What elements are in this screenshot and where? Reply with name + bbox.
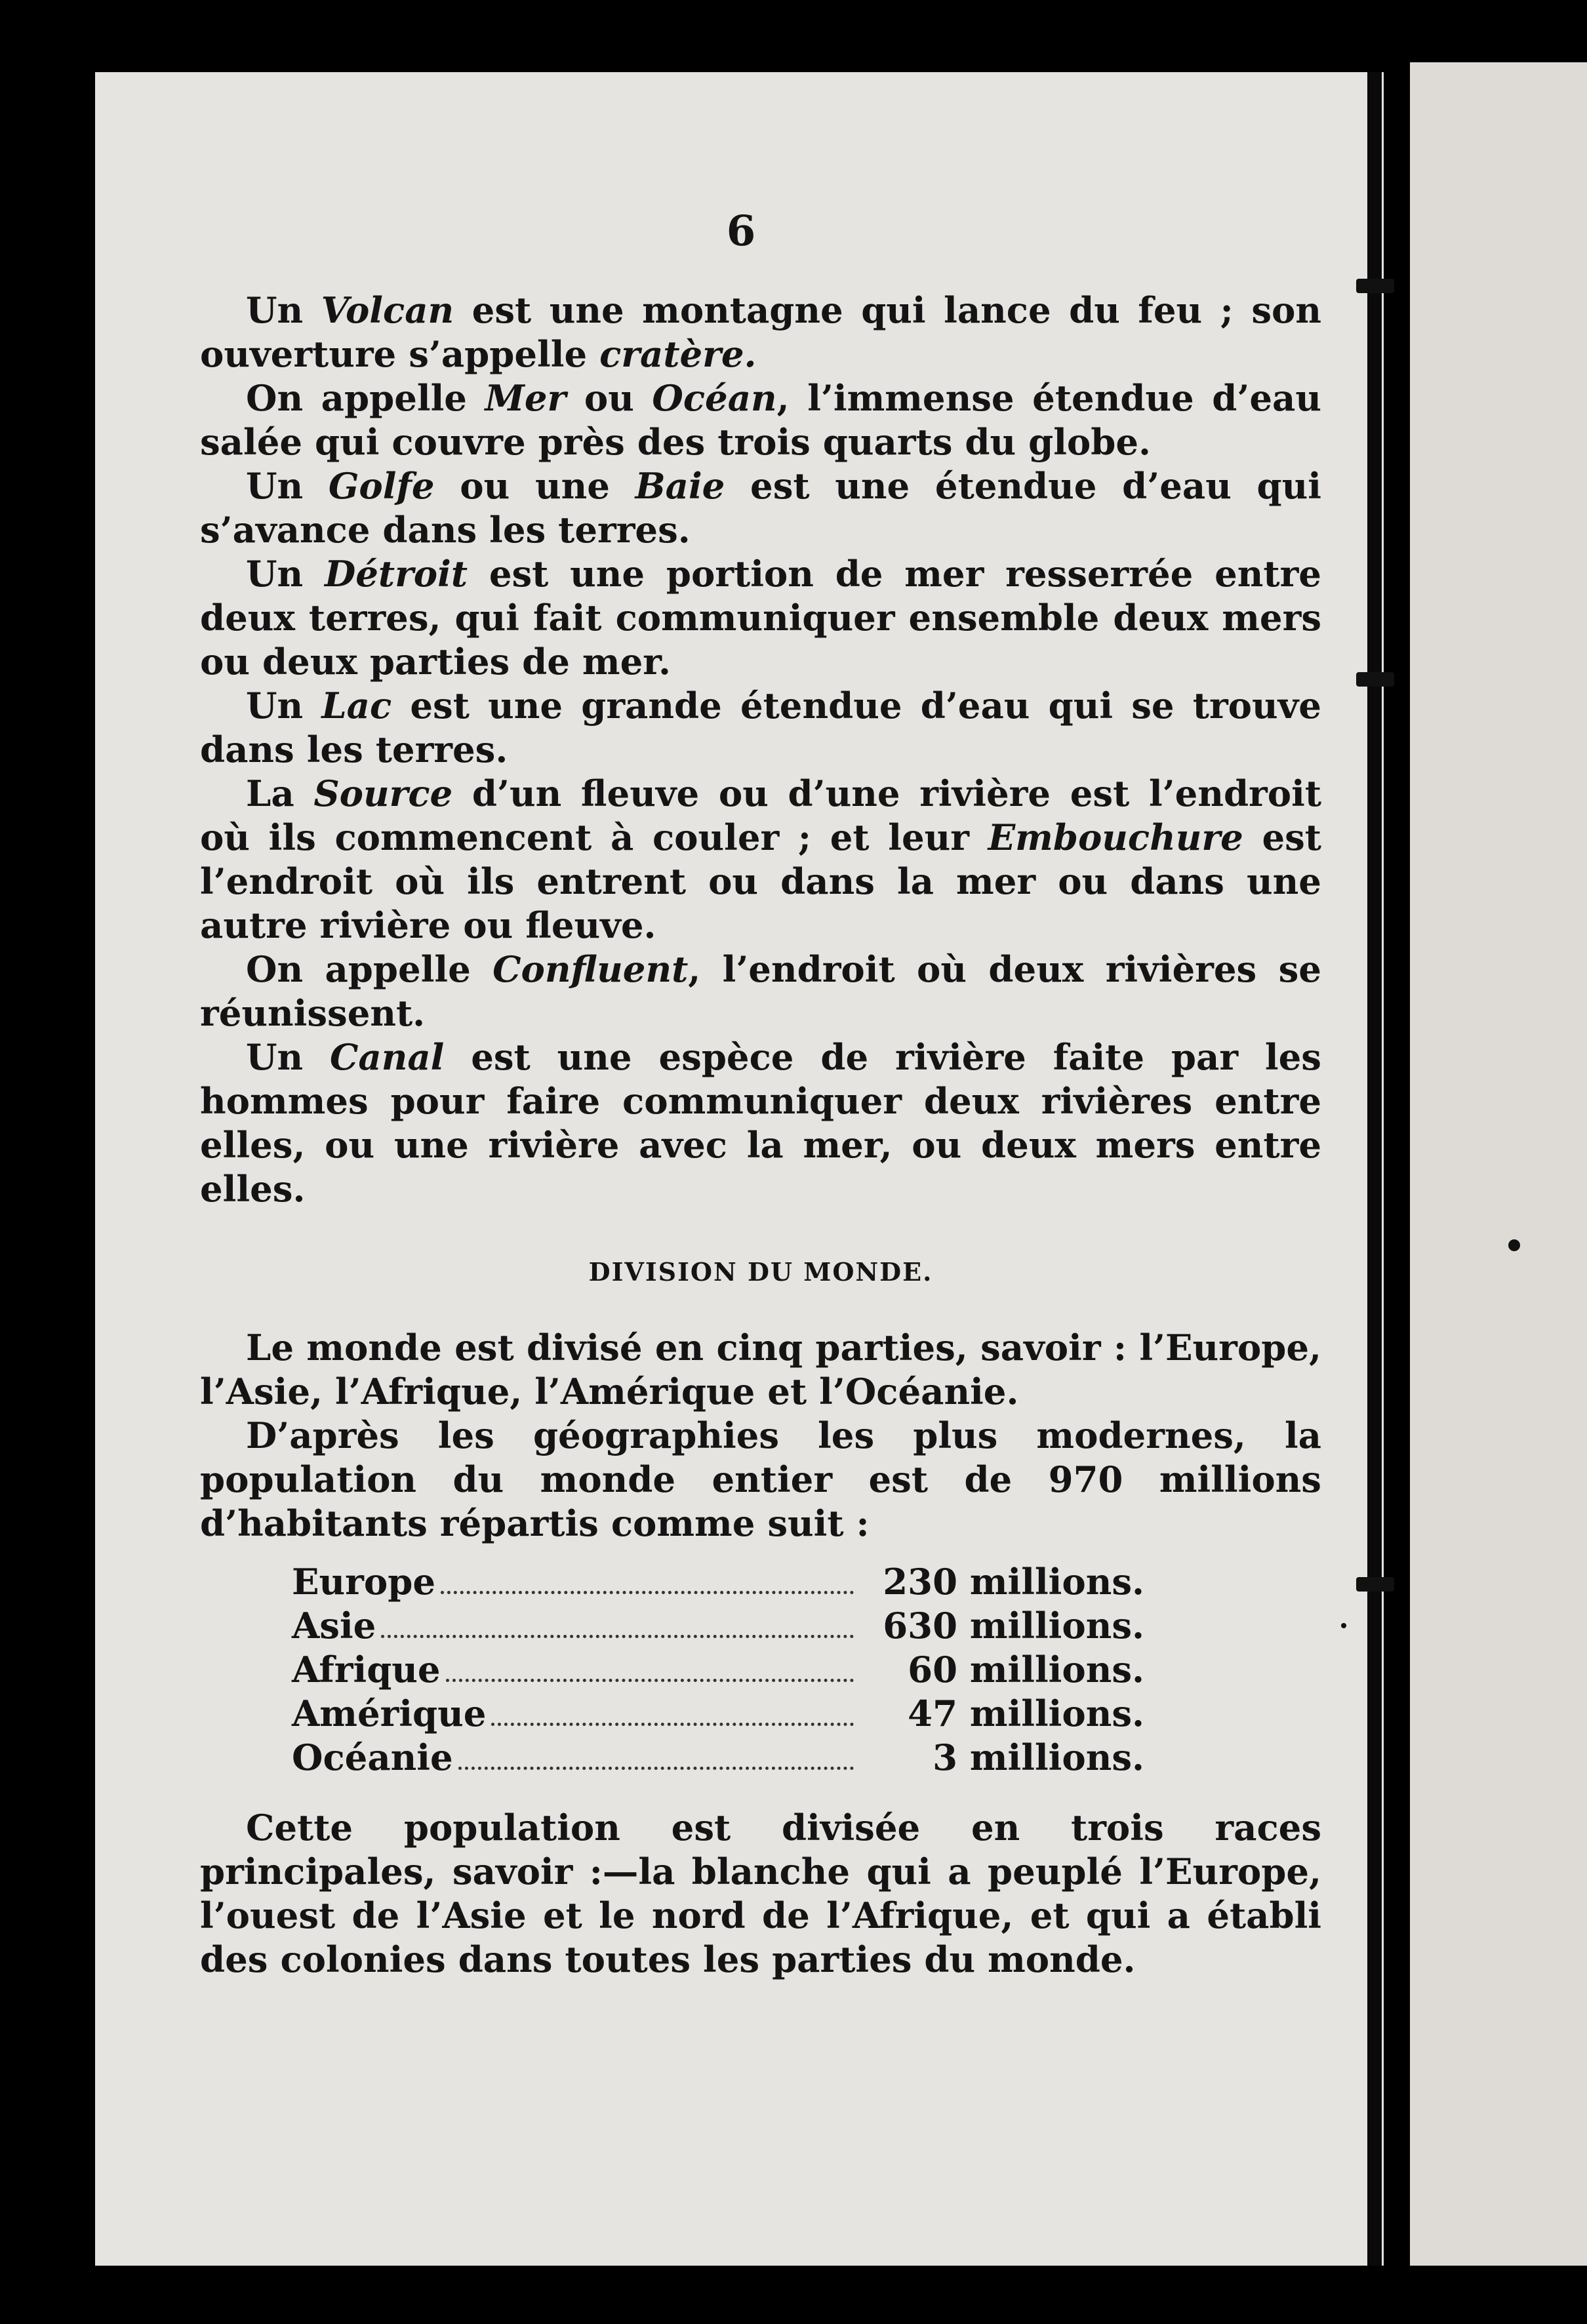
text-run: On appelle bbox=[246, 948, 493, 990]
leader-dots bbox=[381, 1635, 854, 1638]
italic-term: Embouchure bbox=[988, 816, 1243, 858]
section-heading: DIVISION DU MONDE. bbox=[588, 1257, 933, 1287]
population-row bbox=[292, 1604, 1144, 1648]
italic-term: Lac bbox=[321, 685, 392, 727]
italic-term: Source bbox=[313, 772, 453, 814]
scan-speck bbox=[1341, 1623, 1346, 1628]
population-row bbox=[292, 1736, 1144, 1780]
body-paragraph bbox=[200, 464, 1321, 552]
closing-paragraph: Cette population est divisée en trois races principales, savoir :—la blanche qui a peuplé l’Europe, l’ouest de l’Asie et le nord de l’Afrique, et qui a établi des colonies dans toutes les parties du monde. bbox=[200, 1807, 1321, 1980]
population-unit: millions. bbox=[969, 1736, 1144, 1778]
spine-clip-mark bbox=[1356, 1577, 1394, 1592]
continent-name: Afrique bbox=[292, 1649, 441, 1691]
page-content bbox=[200, 207, 1321, 1982]
population-value: 630 bbox=[883, 1605, 957, 1647]
italic-term: Golfe bbox=[328, 465, 435, 507]
population-unit: millions. bbox=[969, 1693, 1144, 1734]
text-run: ou bbox=[566, 377, 653, 419]
italic-term: Canal bbox=[330, 1036, 445, 1078]
italic-term: Océan bbox=[652, 377, 777, 419]
body-paragraph bbox=[200, 289, 1321, 376]
text-run: , l’immense étendue d’eau salée qui couvre près des trois quarts du globe. bbox=[200, 377, 1321, 463]
population-paragraph: D’après les géographies les plus modernes, la population du monde entier est de 970 millions d’habitants répartis comme suit : bbox=[200, 1414, 1321, 1544]
italic-term: Mer bbox=[485, 377, 567, 419]
population-unit: millions. bbox=[969, 1649, 1144, 1691]
text-run: On appelle bbox=[246, 377, 485, 419]
scan-speck bbox=[1508, 1239, 1520, 1251]
text-run: est une grande étendue d’eau qui se trouve dans les terres. bbox=[200, 685, 1321, 771]
italic-term: Confluent bbox=[492, 948, 689, 990]
italic-term: Détroit bbox=[324, 553, 468, 595]
text-run: Un bbox=[246, 553, 325, 595]
population-unit: millions. bbox=[969, 1561, 1144, 1603]
population-value: 60 bbox=[908, 1649, 957, 1691]
leader-dots bbox=[446, 1679, 854, 1682]
population-row bbox=[292, 1560, 1144, 1604]
leader-dots bbox=[441, 1591, 854, 1594]
body-paragraph bbox=[200, 684, 1321, 772]
italic-term: cratère. bbox=[599, 333, 757, 375]
leader-dots bbox=[458, 1767, 854, 1770]
body-paragraph bbox=[200, 1035, 1321, 1211]
text-run: Un bbox=[246, 1036, 331, 1078]
italic-term: Baie bbox=[635, 465, 725, 507]
population-row bbox=[292, 1692, 1144, 1736]
continent-name: Asie bbox=[292, 1605, 376, 1647]
text-run: , l’endroit où deux rivières se réunissent. bbox=[200, 948, 1321, 1034]
body-text bbox=[200, 289, 1321, 1211]
text-run: Un bbox=[246, 685, 322, 727]
population-value: 47 bbox=[908, 1693, 957, 1734]
population-unit: millions. bbox=[969, 1605, 1144, 1647]
text-run: est une montagne qui lance du feu ; son ouverture s’appelle bbox=[200, 289, 1321, 375]
page-number: 6 bbox=[726, 207, 756, 256]
text-run: Un bbox=[246, 289, 321, 331]
continent-name: Océanie bbox=[292, 1736, 453, 1778]
text-run: est une espèce de rivière faite par les hommes pour faire communiquer deux rivières entre elles, ou une rivière avec la mer, ou deux mers entre elles. bbox=[200, 1036, 1321, 1210]
section-intro-paragraph: Le monde est divisé en cinq parties, savoir : l’Europe, l’Asie, l’Afrique, l’Amérique et l’Océanie. bbox=[200, 1327, 1321, 1412]
text-run: La bbox=[246, 772, 314, 814]
population-value: 230 bbox=[883, 1561, 957, 1603]
text-run: d’un fleuve ou d’une rivière est l’endroit où ils commencent à couler ; et leur bbox=[200, 772, 1321, 858]
population-row bbox=[292, 1648, 1144, 1692]
body-paragraph bbox=[200, 376, 1321, 464]
italic-term: Volcan bbox=[321, 289, 454, 331]
spine-clip-mark bbox=[1356, 279, 1394, 293]
population-value: 3 bbox=[933, 1736, 957, 1778]
body-paragraph bbox=[200, 948, 1321, 1035]
facing-page-edge bbox=[1410, 62, 1587, 2266]
book-page bbox=[95, 72, 1384, 2266]
text-run: ou une bbox=[434, 465, 635, 507]
continent-name: Amérique bbox=[292, 1693, 487, 1734]
text-run: Un bbox=[246, 465, 329, 507]
page-spine bbox=[1367, 72, 1382, 2266]
text-run: est une portion de mer resserrée entre deux terres, qui fait communiquer ensemble deux mers ou deux parties de mer. bbox=[200, 553, 1321, 683]
spine-clip-mark bbox=[1356, 672, 1394, 687]
body-paragraph bbox=[200, 772, 1321, 948]
body-paragraph bbox=[200, 552, 1321, 684]
continent-name: Europe bbox=[292, 1561, 436, 1603]
leader-dots bbox=[491, 1723, 854, 1726]
population-table bbox=[292, 1560, 1144, 1780]
text-run: est l’endroit où ils entrent ou dans la mer ou dans une autre rivière ou fleuve. bbox=[200, 816, 1321, 946]
text-run: est une étendue d’eau qui s’avance dans les terres. bbox=[200, 465, 1321, 551]
